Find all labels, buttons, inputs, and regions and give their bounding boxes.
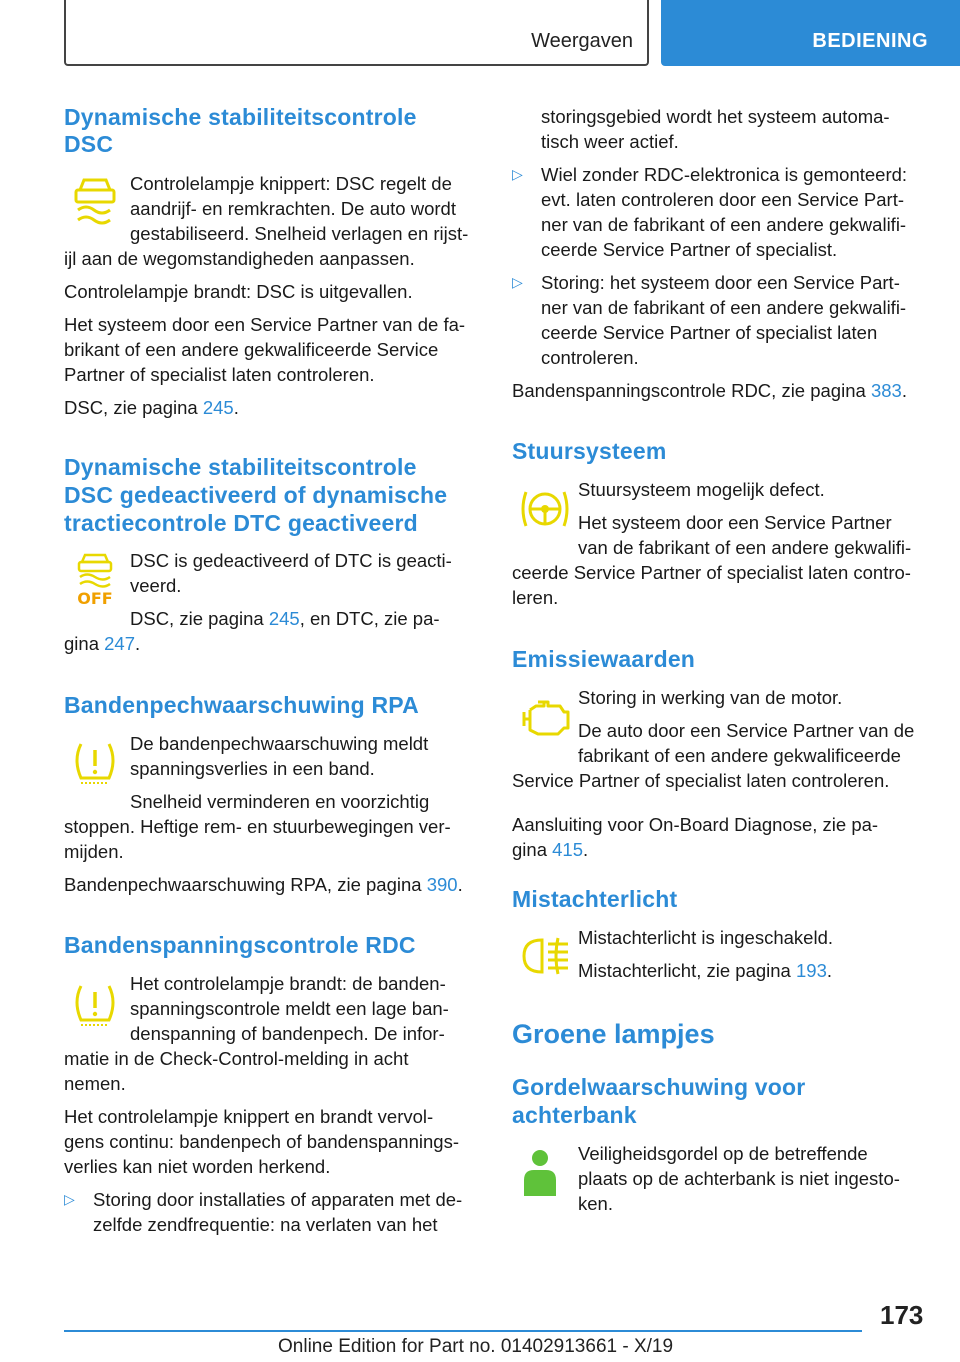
tire-pressure-icon	[72, 740, 118, 791]
rdc-heading: Bandenspanningscontrole RDC	[64, 932, 416, 958]
dscoff-page-link-2[interactable]: 247	[104, 633, 135, 654]
dsc-page-link[interactable]: 245	[202, 397, 234, 418]
emission-p1: Storing in werking van de motor.	[578, 687, 843, 708]
rpa-reference: Bandenpechwaarschuwing RPA, zie pagina 390.	[64, 874, 463, 895]
rdc-bullet1-line2: zelfde zendfrequentie: na verlaten van het	[93, 1214, 438, 1235]
seatbelt-person-icon	[520, 1148, 560, 1205]
dscoff-heading-line3: tractiecontrole DTC geactiveerd	[64, 510, 418, 536]
fog-page-link[interactable]: 193	[796, 960, 827, 981]
rdc-bullet2-line2: evt. laten controleren door een Service Part-	[541, 189, 904, 210]
emission-p2-line1: De auto door een Service Partner van de	[578, 720, 915, 741]
dsc-reference-text: DSC, zie pagina	[64, 397, 203, 418]
footer-edition: Online Edition for Part no. 01402913661 - X/19	[278, 1336, 674, 1357]
check-engine-icon	[520, 700, 572, 741]
dscoff-p2-text2: , en DTC, zie pa-	[299, 608, 440, 629]
rpa-p2-line3: mijden.	[64, 841, 124, 862]
rdc-bullet3-line2: ner van de fabrikant of een andere gekwalifi-	[541, 297, 907, 318]
dscoff-p1-line2: veerd.	[130, 575, 182, 596]
rdc-reference: Bandenspanningscontrole RDC, zie pagina 383.	[512, 380, 907, 401]
steering-warning-icon	[520, 486, 570, 537]
rpa-heading: Bandenpechwaarschuwing RPA	[64, 692, 419, 718]
rdc-p1-line2: spanningscontrole meldt een lage ban-	[130, 998, 449, 1019]
belt-p1-line2: plaats op de achterbank is niet ingesto-	[578, 1168, 900, 1189]
dsc-p1-line3: gestabiliseerd. Snelheid verlagen en rijst-	[130, 223, 469, 244]
dsc-p3-line2: brikant of een andere gekwalificeerde Service	[64, 339, 439, 360]
rdc-bullet2-line4: ceerde Service Partner of specialist.	[541, 239, 838, 260]
fog-reference-text: Mistachterlicht, zie pagina	[578, 960, 796, 981]
dscoff-p2-text3: gina	[64, 633, 105, 654]
fog-heading: Mistachterlicht	[512, 886, 678, 912]
emission-p3-text: gina	[512, 839, 553, 860]
belt-heading-line2: achterbank	[512, 1102, 637, 1128]
dscoff-p1-line1: DSC is gedeactiveerd of DTC is geacti-	[130, 550, 452, 571]
rdc-bullet2-line1: Wiel zonder RDC-elektronica is gemonteerd:	[541, 164, 908, 185]
emission-p2-line2: fabrikant of een andere gekwalificeerde	[578, 745, 901, 766]
rdc-p1-line4: matie in de Check-Control-melding in acht	[64, 1048, 409, 1069]
dscoff-heading-line1: Dynamische stabiliteitscontrole	[64, 454, 417, 480]
rdc-page-link[interactable]: 383	[870, 380, 902, 401]
steering-p2-line2: van de fabrikant of een andere gekwalifi-	[578, 537, 912, 558]
dscoff-p2-line1	[130, 606, 440, 631]
rdc-p1-line1: Het controlelampje brandt: de banden-	[130, 973, 446, 994]
obd-page-link[interactable]: 415	[552, 839, 583, 860]
rdc-bullet1-line3: storingsgebied wordt het systeem automa-	[541, 106, 890, 127]
dsc-p3-line1: Het systeem door een Service Partner van de fa-	[64, 314, 466, 335]
belt-p1-line1: Veiligheidsgordel op de betreffende	[578, 1143, 868, 1164]
emission-p3-line1: Aansluiting voor On-Board Diagnose, zie pa-	[512, 814, 879, 835]
rdc-p2-line3: verlies kan niet worden herkend.	[64, 1156, 331, 1177]
steering-p1: Stuursysteem mogelijk defect.	[578, 479, 825, 500]
steering-p2-line1: Het systeem door een Service Partner	[578, 512, 892, 533]
dsc-off-icon	[72, 552, 118, 611]
bullet-marker: ▷	[64, 1191, 75, 1207]
rdc-bullet3-line1: Storing: het systeem door een Service Part-	[541, 272, 900, 293]
dscoff-page-link-1[interactable]: 245	[268, 608, 300, 629]
rdc-bullet1-line1: Storing door installaties of apparaten met de-	[93, 1189, 463, 1210]
rdc-p1-line3: denspanning of bandenpech. De infor-	[130, 1023, 445, 1044]
header-section-tab	[64, 0, 649, 66]
dsc-p1-line1: Controlelampje knippert: DSC regelt de	[130, 173, 452, 194]
dscoff-heading-line2: DSC gedeactiveerd of dynamische	[64, 482, 448, 508]
belt-heading-line1: Gordelwaarschuwing voor	[512, 1074, 806, 1100]
section-label: Weergaven	[531, 30, 633, 52]
belt-p1-line3: ken.	[578, 1193, 613, 1214]
rpa-reference-text: Bandenpechwaarschuwing RPA, zie pagina	[64, 874, 427, 895]
rpa-page-link[interactable]: 390	[426, 874, 458, 895]
emission-p3-line2: gina 415.	[512, 839, 589, 860]
footer-divider	[64, 1330, 862, 1332]
steering-p2-line3: ceerde Service Partner of specialist laten contro-	[512, 562, 911, 583]
rdc-p2-line2: gens continu: bandenpech of bandenspannings-	[64, 1131, 459, 1152]
rear-fog-light-icon	[520, 936, 572, 981]
rdc-p1-line5: nemen.	[64, 1073, 126, 1094]
green-lamps-heading: Groene lampjes	[512, 1019, 715, 1049]
rpa-p2-line2: stoppen. Heftige rem- en stuurbewegingen ver-	[64, 816, 451, 837]
header-chapter-tab	[661, 0, 960, 66]
dscoff-p2-line2: gina 247.	[64, 633, 141, 654]
dsc-reference: DSC, zie pagina 245.	[64, 397, 239, 418]
rdc-reference-text: Bandenspanningscontrole RDC, zie pagina	[512, 380, 871, 401]
rpa-p2-line1: Snelheid verminderen en voorzichtig	[130, 791, 430, 812]
dsc-p2: Controlelampje brandt: DSC is uitgevallen.	[64, 281, 413, 302]
rdc-p2-line1: Het controlelampje knippert en brandt vervol-	[64, 1106, 434, 1127]
steering-heading: Stuursysteem	[512, 438, 667, 464]
emission-heading: Emissiewaarden	[512, 646, 696, 672]
rdc-bullet3-line4: controleren.	[541, 347, 639, 368]
chapter-label: BEDIENING	[812, 30, 928, 52]
steering-p2-line4: leren.	[512, 587, 559, 608]
bullet-marker: ▷	[512, 274, 523, 290]
dsc-warning-icon	[72, 176, 118, 231]
dsc-heading-line2: DSC	[64, 131, 114, 157]
dsc-heading-line1: Dynamische stabiliteitscontrole	[64, 104, 417, 130]
fog-p1: Mistachterlicht is ingeschakeld.	[578, 927, 833, 948]
rpa-p1-line2: spanningsverlies in een band.	[130, 758, 375, 779]
dsc-p3-line3: Partner of specialist laten controleren.	[64, 364, 375, 385]
dsc-p1-line4: ijl aan de wegomstandigheden aanpassen.	[64, 248, 415, 269]
dsc-p1-line2: aandrijf- en remkrachten. De auto wordt	[130, 198, 456, 219]
emission-p2-line3: Service Partner of specialist laten controleren.	[512, 770, 890, 791]
rdc-bullet3-line3: ceerde Service Partner of specialist laten	[541, 322, 878, 343]
fog-reference: Mistachterlicht, zie pagina 193.	[578, 960, 833, 981]
rpa-p1-line1: De bandenpechwaarschuwing meldt	[130, 733, 429, 754]
rdc-bullet2-line3: ner van de fabrikant of een andere gekwalifi-	[541, 214, 907, 235]
tire-pressure-icon	[72, 982, 118, 1033]
dscoff-p2-text1: DSC, zie pagina	[130, 608, 269, 629]
bullet-marker: ▷	[512, 166, 523, 182]
page-number: 173	[880, 1300, 924, 1330]
rdc-bullet1-line4: tisch weer actief.	[541, 131, 679, 152]
svg-text:OFF: OFF	[77, 589, 113, 606]
